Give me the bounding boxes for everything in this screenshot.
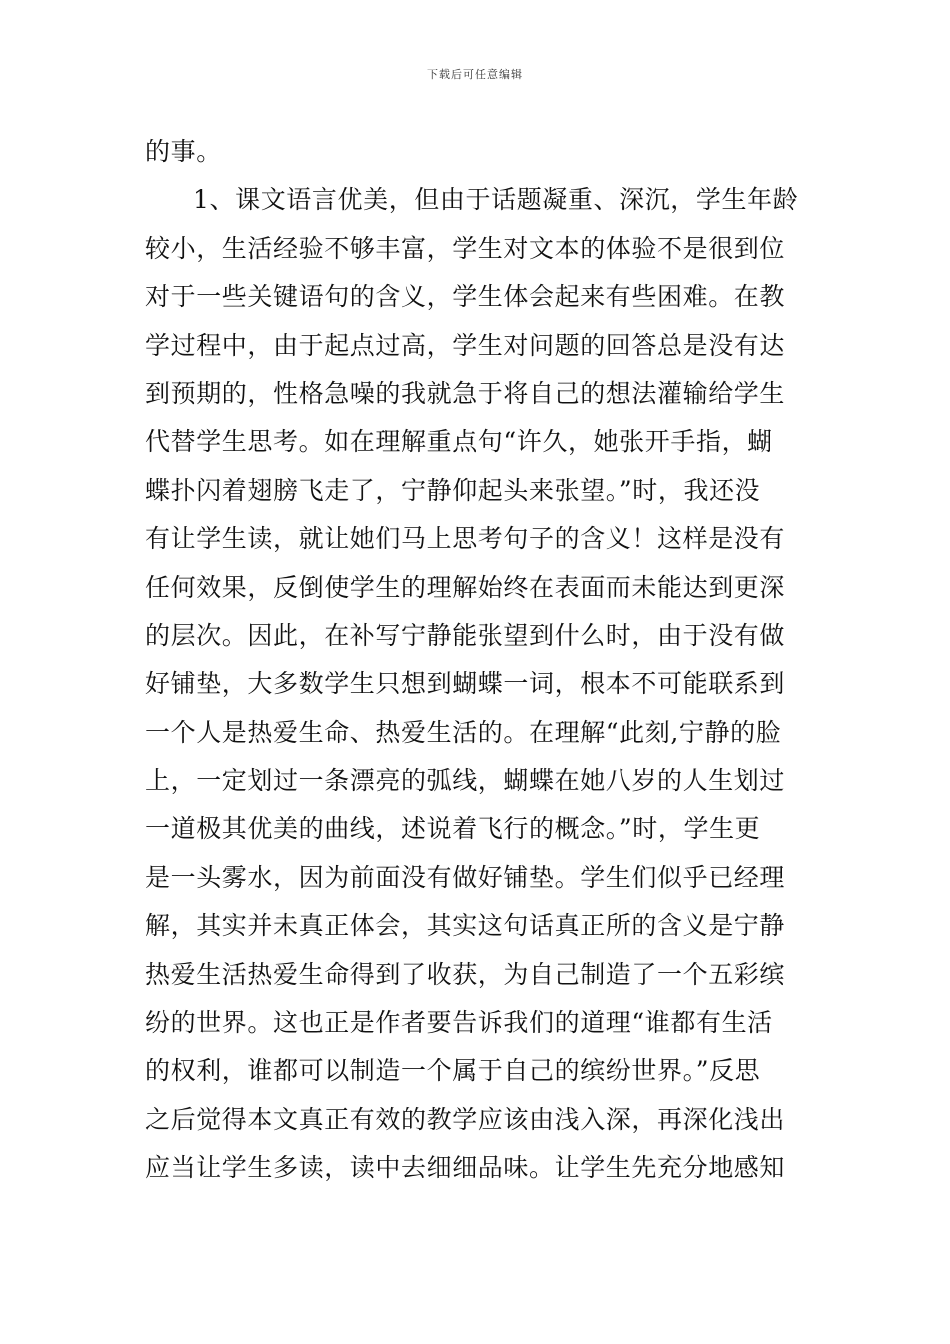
text-line: 代替学生思考。如在理解重点句“许久，她张开手指，蝴 [145,427,773,457]
text-line: 蝶扑闪着翅膀飞走了，宁静仰起头来张望。”时，我还没 [145,475,761,505]
text-line: 的权利，谁都可以制造一个属于自己的缤纷世界。”反思 [145,1056,761,1086]
text-line: 的事。 [145,137,222,166]
page-header: 下载后可任意编辑 [427,68,523,81]
text-line: 1、课文语言优美，但由于话题凝重、深沉，学生年龄 [193,185,799,215]
text-line: 一个人是热爱生命、热爱生活的。在理解“此刻,宁静的脸 [145,717,782,747]
text-line: 任何效果，反倒使学生的理解始终在表面而未能达到更深 [145,572,786,602]
text-line: 纷的世界。这也正是作者要告诉我们的道理“谁都有生活 [145,1008,773,1038]
text-line: 一道极其优美的曲线，述说着飞行的概念。”时，学生更 [145,814,761,844]
text-line: 较小，生活经验不够丰富，学生对文本的体验不是很到位 [145,233,786,263]
document-body [145,128,815,1193]
text-line: 学过程中，由于起点过高，学生对问题的回答总是没有达 [145,330,786,360]
text-line: 有让学生读，就让她们马上思考句子的含义！这样是没有 [145,524,786,554]
text-line: 到预期的，性格急噪的我就急于将自己的想法灌输给学生 [145,378,786,408]
text-line: 热爱生活热爱生命得到了收获，为自己制造了一个五彩缤 [145,959,786,989]
text-line: 之后觉得本文真正有效的教学应该由浅入深，再深化浅出 [145,1104,786,1134]
text-line: 好铺垫，大多数学生只想到蝴蝶一词，根本不可能联系到 [145,669,786,699]
text-line: 上，一定划过一条漂亮的弧线，蝴蝶在她八岁的人生划过 [145,766,786,796]
text-line: 对于一些关键语句的含义，学生体会起来有些困难。在教 [145,282,786,312]
text-line: 是一头雾水，因为前面没有做好铺垫。学生们似乎已经理 [145,862,786,892]
text-line: 的层次。因此，在补写宁静能张望到什么时，由于没有做 [145,620,786,650]
text-line: 解，其实并未真正体会，其实这句话真正所的含义是宁静 [145,911,786,941]
text-line: 应当让学生多读，读中去细细品味。让学生先充分地感知 [145,1153,786,1183]
